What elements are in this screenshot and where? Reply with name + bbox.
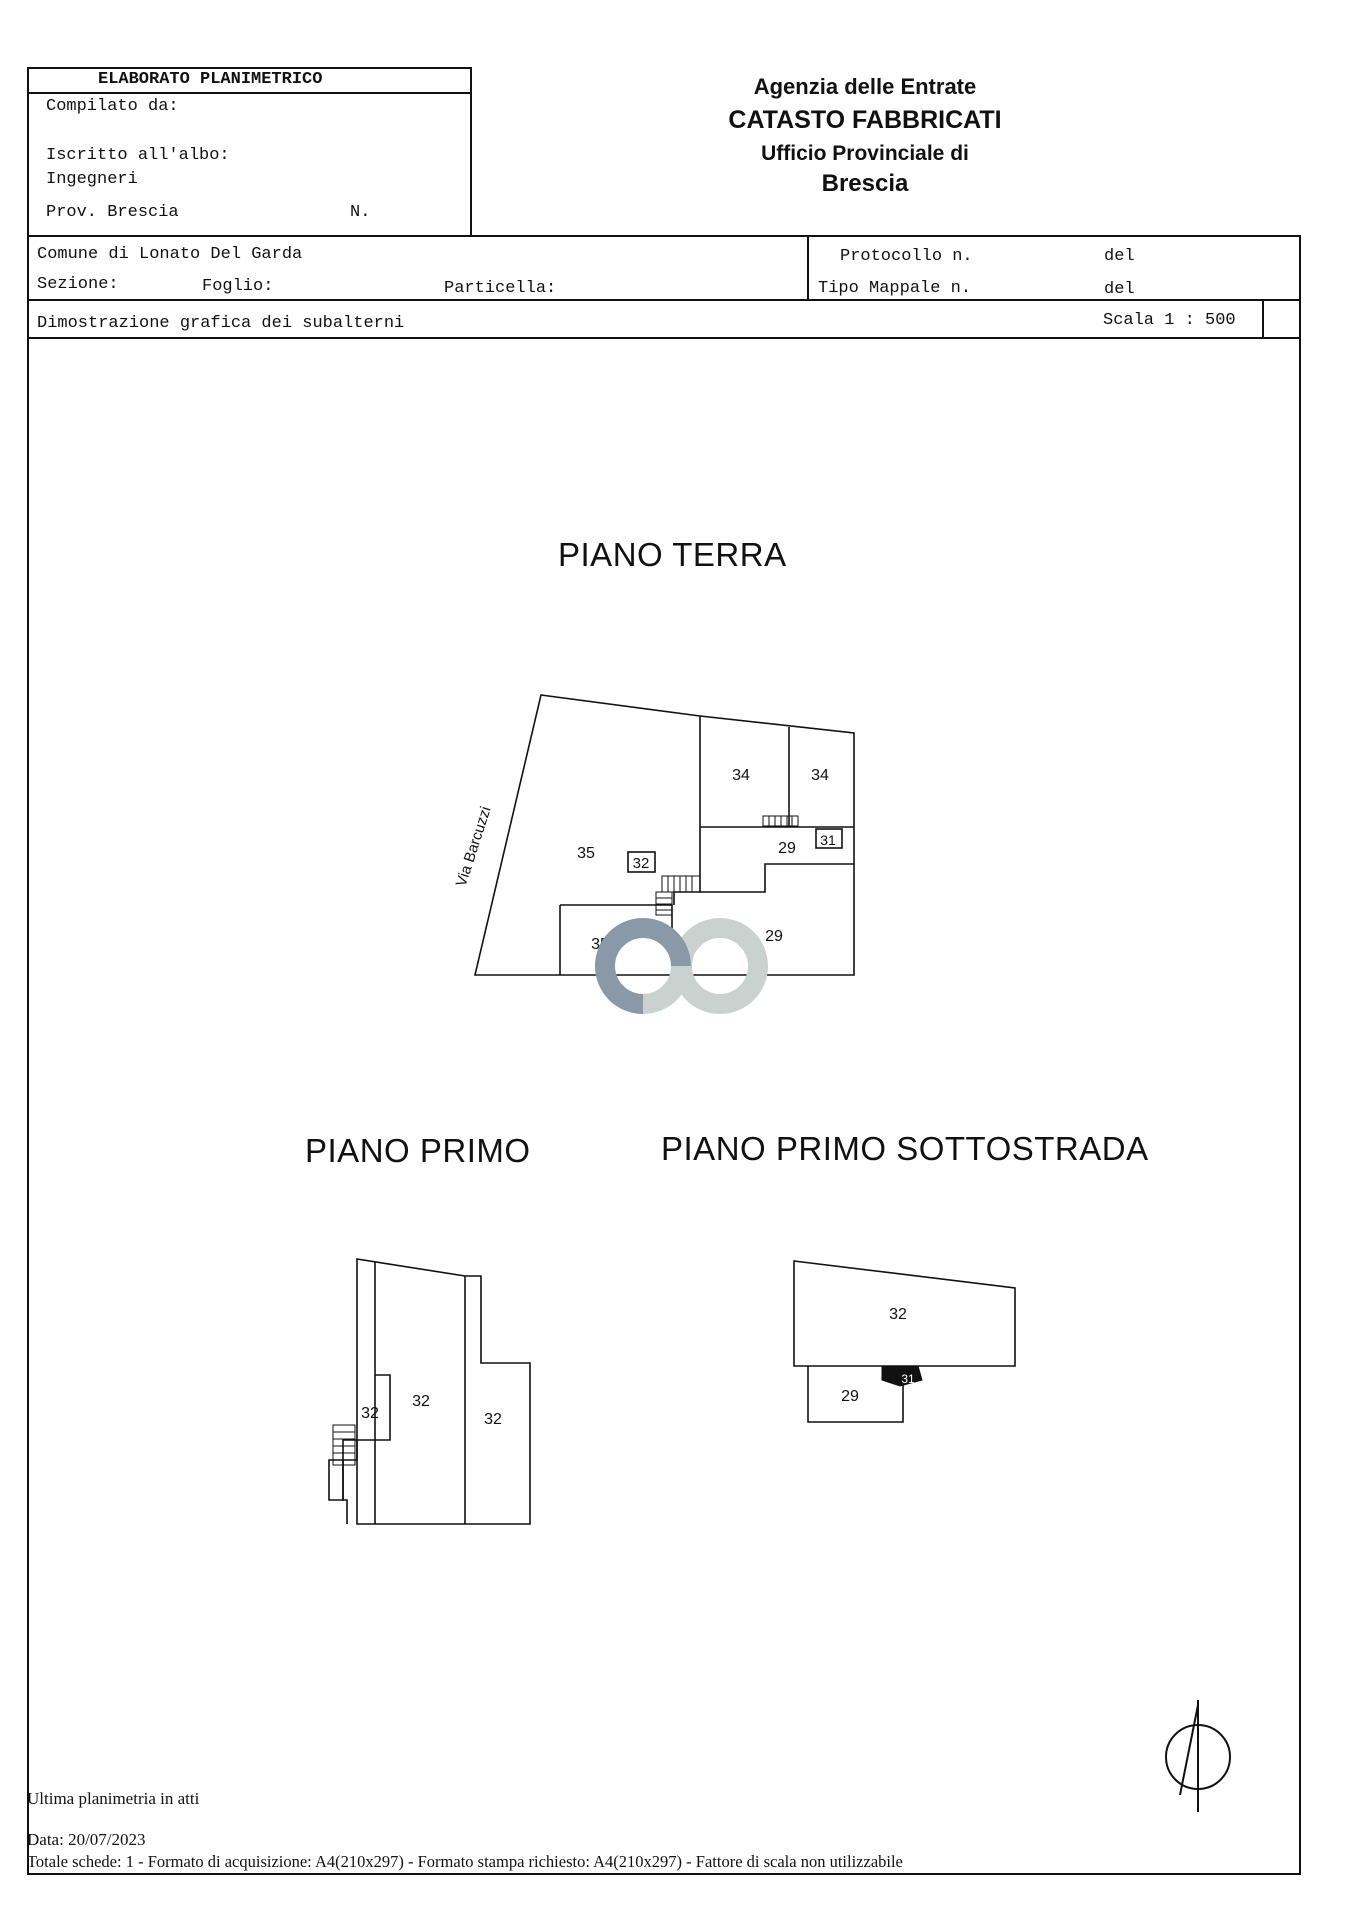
sottostrada-label-31: 31 (901, 1372, 915, 1386)
piano-sottostrada-plan (794, 1261, 1015, 1422)
footer-data: Data: 20/07/2023 (27, 1830, 146, 1849)
primo-label-32c: 32 (484, 1411, 502, 1428)
iscritto-label: Iscritto all'albo: (46, 146, 230, 165)
scala-text: Scala 1 : 500 (1103, 311, 1236, 330)
protocollo-label: Protocollo n. (840, 247, 973, 266)
primo-label-32b: 32 (412, 1393, 430, 1410)
primo-label-32a: 32 (361, 1405, 379, 1422)
comune-text: Comune di Lonato Del Garda (37, 245, 303, 264)
terra-label-34a: 34 (732, 767, 750, 784)
tipo-mappale-del: del (1104, 280, 1135, 299)
north-arrow-icon (1166, 1700, 1230, 1812)
particella-label: Particella: (444, 279, 557, 298)
agency-line2: CATASTO FABBRICATI (728, 106, 1002, 134)
sottostrada-label-29: 29 (841, 1388, 859, 1405)
watermark-logo (605, 928, 758, 1004)
prov-label: Prov. Brescia (46, 203, 179, 222)
sottostrada-label-32: 32 (889, 1306, 907, 1323)
n-label: N. (350, 203, 371, 222)
terra-label-29a: 29 (778, 840, 796, 857)
protocollo-del: del (1104, 247, 1135, 266)
piano-primo-plan (329, 1259, 530, 1524)
piano-sottostrada-title: PIANO PRIMO SOTTOSTRADA (661, 1130, 1149, 1167)
street-label: Via Barcuzzi (452, 804, 495, 889)
terra-label-31: 31 (820, 832, 836, 848)
footer-ultima: Ultima planimetria in atti (27, 1789, 200, 1808)
agency-line4: Brescia (821, 170, 909, 197)
sezione-label: Sezione: (37, 275, 119, 294)
piano-primo-title: PIANO PRIMO (305, 1132, 531, 1169)
albo-value: Ingegneri (46, 170, 138, 189)
terra-stairs-2 (763, 816, 798, 826)
terra-label-32: 32 (632, 855, 650, 872)
terra-label-29b: 29 (765, 928, 783, 945)
compilato-label: Compilato da: (46, 97, 179, 116)
tipo-mappale-label: Tipo Mappale n. (818, 279, 972, 298)
elaborato-title: ELABORATO PLANIMETRICO (98, 70, 323, 89)
terra-label-35b: 35 (591, 936, 609, 953)
terra-label-34b: 34 (811, 767, 829, 784)
foglio-label: Foglio: (202, 277, 274, 296)
agency-line3: Ufficio Provinciale di (761, 142, 969, 165)
terra-stairs-1 (656, 876, 700, 915)
dimostrazione-text: Dimostrazione grafica dei subalterni (37, 314, 405, 333)
primo-stairs (333, 1425, 355, 1465)
footer-totale: Totale schede: 1 - Formato di acquisizione: A4(210x297) - Formato stampa richiesto: A4(210x297) - Fattore di scala non utilizzabile (27, 1852, 903, 1871)
agency-line1: Agenzia delle Entrate (753, 74, 977, 99)
piano-terra-title: PIANO TERRA (558, 536, 787, 573)
terra-label-35a: 35 (577, 845, 595, 862)
